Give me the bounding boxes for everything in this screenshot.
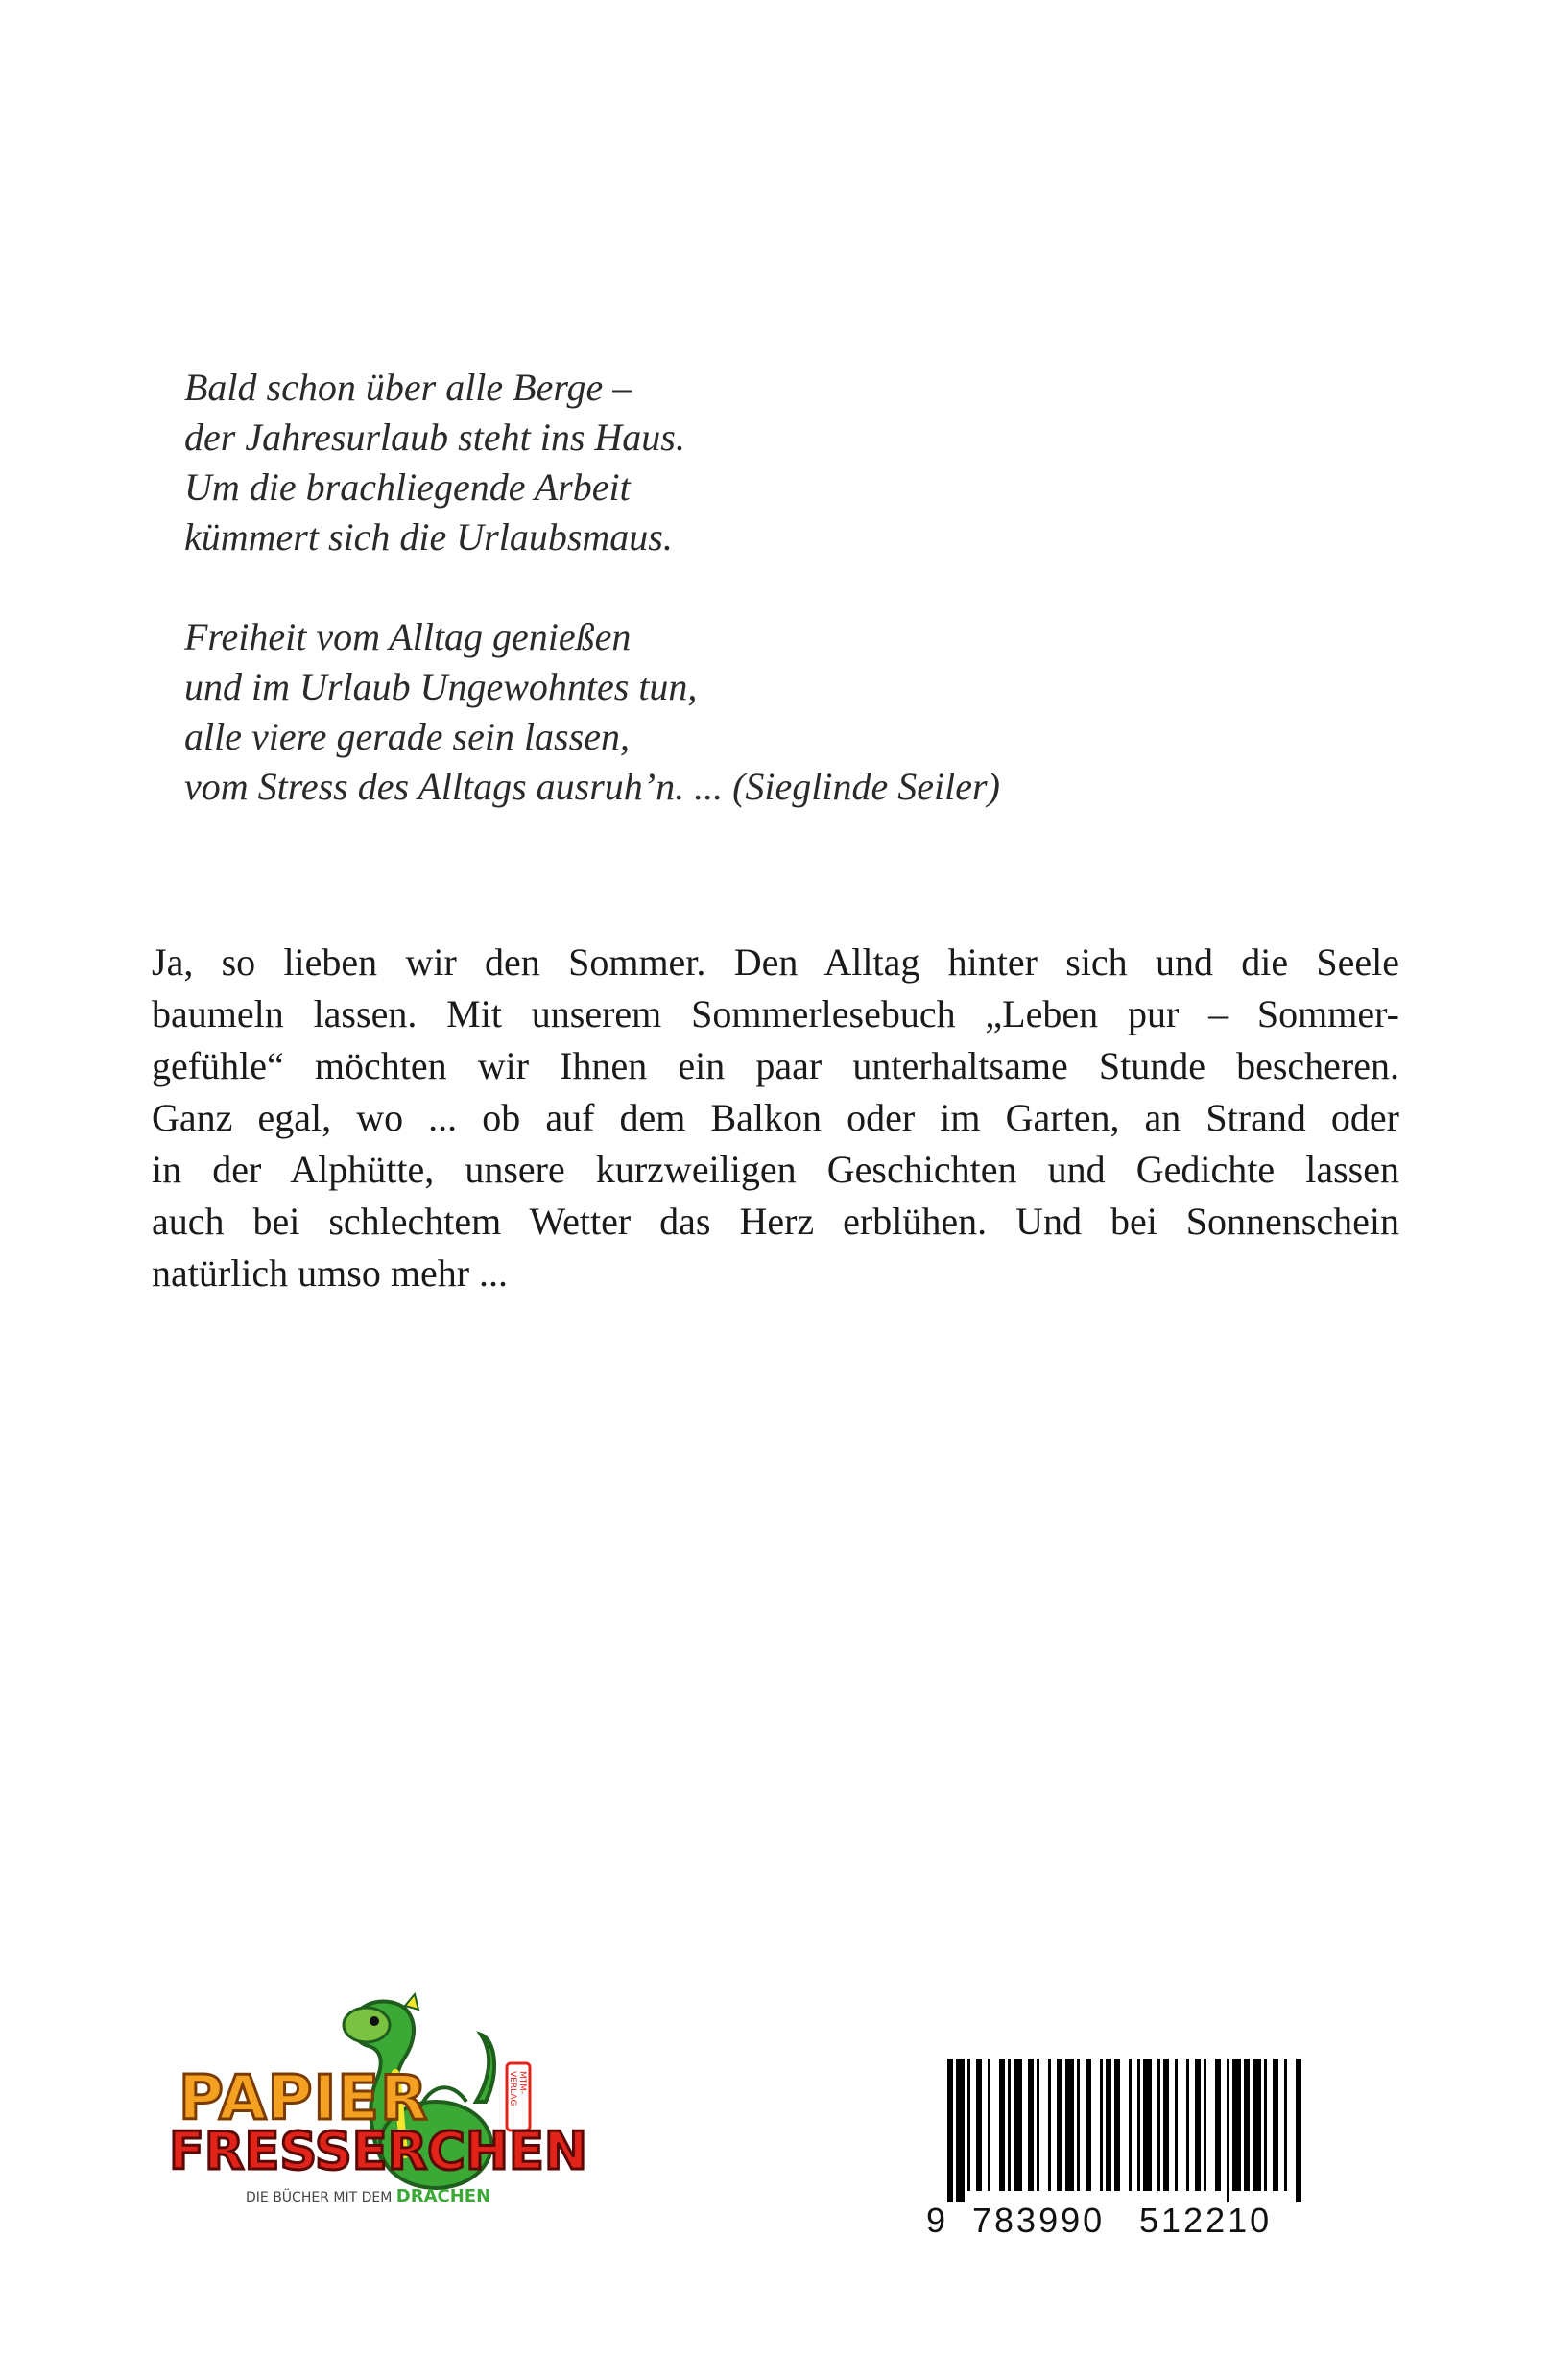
barcode-bar bbox=[1086, 2059, 1091, 2191]
barcode-digits-group2: 512210 bbox=[1139, 2201, 1273, 2240]
barcode-bar bbox=[1157, 2059, 1160, 2191]
barcode-bar bbox=[1204, 2059, 1206, 2191]
barcode-bar bbox=[1114, 2059, 1120, 2191]
poem-line: Um die brachliegende Arbeit bbox=[184, 465, 631, 509]
isbn-barcode bbox=[926, 2059, 1310, 2265]
barcode-bar bbox=[1186, 2059, 1189, 2191]
barcode-digits-group1: 783990 bbox=[972, 2201, 1106, 2240]
barcode-bar bbox=[1129, 2059, 1132, 2191]
barcode-bar bbox=[999, 2059, 1005, 2191]
logo-word-fresserchen: FRESSERCHEN bbox=[169, 2121, 588, 2181]
logo-tagline-highlight: DRACHEN bbox=[395, 2186, 491, 2206]
blurb-line: baumeln lassen. Mit unserem Sommerlesebuch „Leben pur – Sommer- bbox=[152, 992, 1399, 1035]
barcode-bars bbox=[926, 2059, 1310, 2202]
poem-line: Freiheit vom Alltag genießen bbox=[184, 615, 632, 658]
barcode-bar bbox=[1163, 2059, 1169, 2191]
barcode-bar bbox=[1273, 2059, 1278, 2191]
blurb-line: auch bei schlechtem Wetter das Herz erblühen. Und bei Sonnenschein bbox=[152, 1200, 1399, 1243]
poem-stanza-1 bbox=[184, 363, 1336, 562]
barcode-bar bbox=[1037, 2059, 1039, 2191]
barcode-bar bbox=[1014, 2059, 1022, 2191]
barcode-bar bbox=[1008, 2059, 1011, 2191]
poem-line: kümmert sich die Urlaubsmaus. bbox=[184, 515, 673, 559]
logo-word-papier: PAPIER bbox=[179, 2063, 429, 2134]
barcode-bar bbox=[1077, 2059, 1080, 2191]
barcode-bar bbox=[947, 2059, 953, 2202]
barcode-number bbox=[926, 2201, 1310, 2239]
logo-badge: MTM-VERLAG bbox=[508, 2071, 527, 2106]
barcode-bar bbox=[1057, 2059, 1062, 2191]
blurb-paragraph bbox=[152, 937, 1399, 1299]
barcode-bar bbox=[1232, 2059, 1241, 2191]
blurb-line: Ganz egal, wo ... ob auf dem Balkon oder im Garten, an Strand oder bbox=[152, 1096, 1399, 1139]
barcode-bar bbox=[1143, 2059, 1152, 2191]
barcode-bar bbox=[1137, 2059, 1140, 2191]
barcode-bar bbox=[1227, 2059, 1229, 2202]
publisher-logo bbox=[169, 1967, 588, 2217]
blurb-line: natürlich umso mehr ... bbox=[152, 1251, 509, 1295]
poem-stanza-2 bbox=[184, 612, 1336, 812]
logo-tagline bbox=[246, 2186, 490, 2206]
poem-line: der Jahresurlaub steht ins Haus. bbox=[184, 416, 685, 459]
barcode-bar bbox=[1028, 2059, 1034, 2191]
poem-line: vom Stress des Alltags ausruh’n. ... (Sieglinde Seiler) bbox=[184, 765, 1000, 808]
barcode-digit-first: 9 bbox=[926, 2201, 949, 2240]
poem-line: und im Urlaub Ungewohntes tun, bbox=[184, 665, 698, 708]
barcode-bar bbox=[1175, 2059, 1178, 2191]
poem bbox=[184, 363, 1336, 862]
barcode-bar bbox=[1264, 2059, 1267, 2191]
barcode-bar bbox=[1296, 2059, 1301, 2202]
barcode-bar bbox=[1106, 2059, 1111, 2191]
barcode-bar bbox=[976, 2059, 982, 2191]
barcode-bar bbox=[1195, 2059, 1201, 2191]
blurb-line: in der Alphütte, unsere kurzweiligen Geschichten und Gedichte lassen bbox=[152, 1148, 1399, 1191]
barcode-bar bbox=[956, 2059, 965, 2202]
poem-line: Bald schon über alle Berge – bbox=[184, 366, 632, 409]
barcode-bar bbox=[1100, 2059, 1103, 2191]
blurb-line: Ja, so lieben wir den Sommer. Den Alltag hinter sich und die Seele bbox=[152, 940, 1399, 984]
barcode-bar bbox=[1244, 2059, 1250, 2191]
barcode-bar bbox=[1048, 2059, 1051, 2191]
blurb-line: gefühle“ möchten wir Ihnen ein paar unterhaltsame Stunde bescheren. bbox=[152, 1044, 1399, 1087]
barcode-bar bbox=[967, 2059, 970, 2191]
logo-tagline-prefix: DIE BÜCHER MIT DEM bbox=[246, 2190, 393, 2205]
barcode-bar bbox=[1253, 2059, 1261, 2191]
barcode-bar bbox=[1284, 2059, 1287, 2191]
barcode-bar bbox=[1215, 2059, 1221, 2191]
barcode-bar bbox=[1065, 2059, 1074, 2191]
barcode-bar bbox=[988, 2059, 990, 2191]
poem-line: alle viere gerade sein lassen, bbox=[184, 715, 630, 758]
